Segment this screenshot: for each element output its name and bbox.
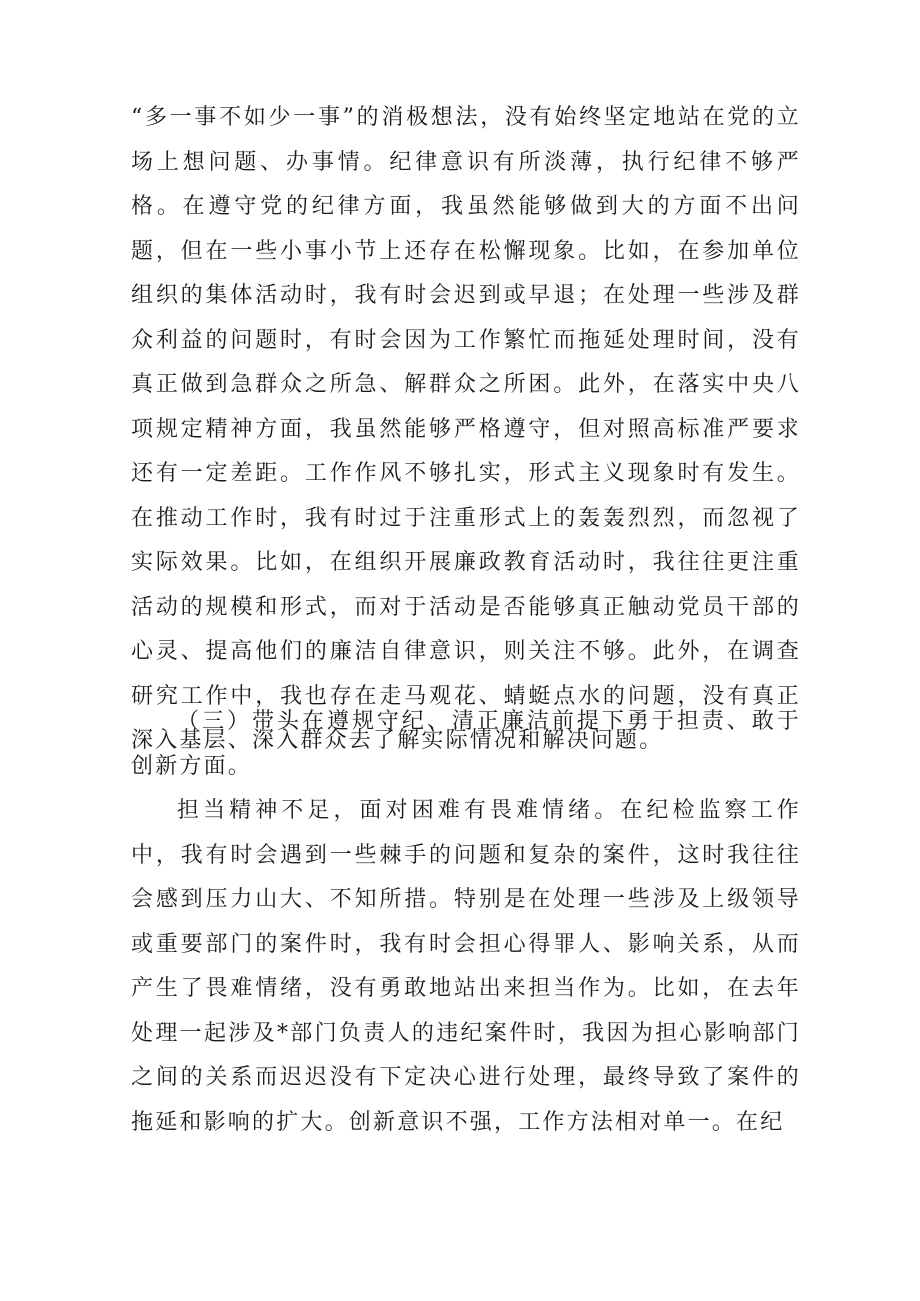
paragraph-body	[131, 789, 801, 1145]
section-heading-text: （三）带头在遵规守纪、清正廉洁前提下勇于担责、敢于创新方面。	[131, 709, 801, 779]
paragraph-text-3: 担当精神不足，面对困难有畏难情绪。在纪检监察工作中，我有时会遇到一些棘手的问题和复杂的案件，这时我往往会感到压力山大、不知所措。特别是在处理一些涉及上级领导或重要部门的案件时，我有时会担心得罪人、影响关系，从而产生了畏难情绪，没有勇敢地站出来担当作为。比如，在去年处理一起涉及*部门负责人的违纪案件时，我因为担心影响部门之间的关系而迟迟没有下定决心进行处理，最终导致了案件的拖延和影响的扩大。创新意识不强，工作方法相对单一。在纪	[131, 798, 801, 1135]
section-heading	[131, 700, 801, 789]
paragraph-text-1: “多一事不如少一事”的消极想法，没有始终坚定地站在党的立场上想问题、办事情。纪律意识有所淡薄，执行纪律不够严格。在遵守党的纪律方面，我虽然能够做到大的方面不出问题，但在一些小事小节上还存在松懈现象。比如，在参加单位组织的集体活动时，我有时会迟到或早退；在处理一些涉及群众利益的问题时，有时会因为工作繁忙而拖延处理时间，没有真正做到急群众之所急、解群众之所困。此外，在落实中央八项规定精神方面，我虽然能够严格遵守，但对照高标准严要求还有一定差距。工作作风不够扎实，形式主义现象时有发生。在推动工作时，我有时过于注重形式上的轰轰烈烈，而忽视了实际效果。比如，在组织开展廉政教育活动时，我往往更注重活动的规模和形式，而对于活动是否能够真正触动党员干部的心灵、提高他们的廉洁自律意识，则关注不够。此外，在调查研究工作中，我也存在走马观花、蜻蜓点水的问题，没有真正深入基层、深入群众去了解实际情况和解决问题。	[131, 105, 801, 753]
paragraph-continuation	[131, 96, 801, 764]
